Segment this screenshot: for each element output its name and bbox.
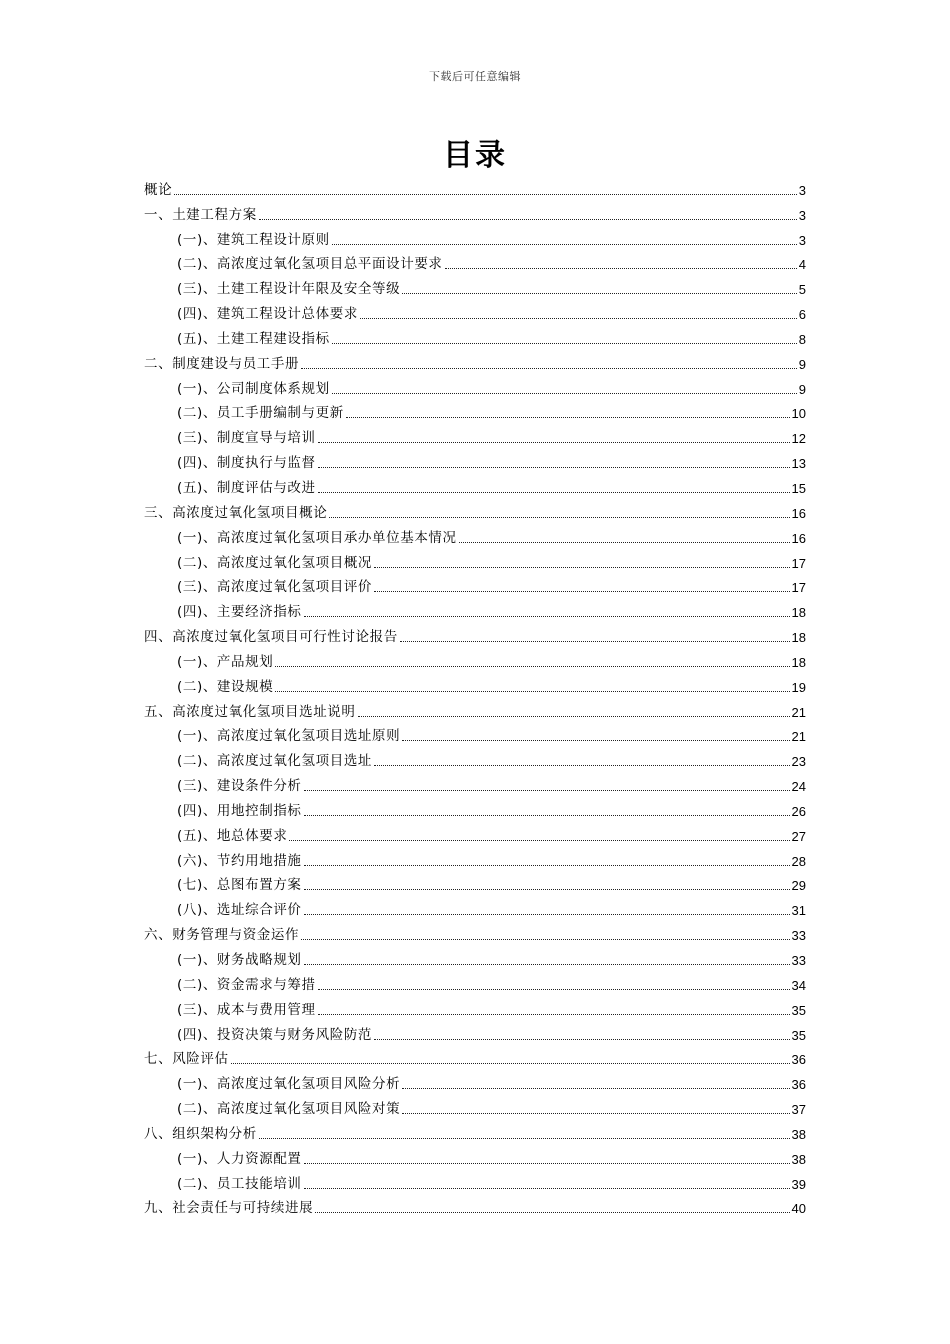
toc-entry-title: 九、社会责任与可持续进展 [144, 1200, 314, 1217]
toc-entry[interactable] [144, 821, 806, 846]
toc-entry[interactable] [144, 548, 806, 573]
toc-entry-page-number: 24 [791, 779, 806, 795]
toc-entry[interactable] [144, 920, 806, 945]
toc-entry[interactable] [144, 995, 806, 1020]
toc-entry[interactable] [144, 1194, 806, 1219]
toc-dot-leader [402, 739, 789, 741]
toc-entry-title: (五)、土建工程建设指标 [177, 330, 330, 347]
toc-entry-title: (四)、主要经济指标 [177, 604, 302, 621]
toc-entry-page-number: 37 [791, 1102, 806, 1118]
toc-entry-title: (二)、资金需求与筹措 [177, 976, 316, 993]
toc-entry-page-number: 18 [791, 605, 806, 621]
toc-dot-leader [275, 665, 789, 667]
toc-entry[interactable] [144, 895, 806, 920]
toc-entry-title: (六)、节约用地措施 [177, 852, 302, 869]
toc-entry-page-number: 4 [798, 257, 806, 273]
toc-entry[interactable] [144, 871, 806, 896]
toc-dot-leader [231, 1062, 790, 1064]
toc-entry-title: (二)、员工手册编制与更新 [177, 405, 344, 422]
toc-entry-page-number: 40 [791, 1201, 806, 1217]
toc-entry[interactable] [144, 722, 806, 747]
toc-entry[interactable] [144, 200, 806, 225]
toc-entry-page-number: 26 [791, 803, 806, 819]
toc-dot-leader [402, 292, 797, 294]
toc-entry[interactable] [144, 423, 806, 448]
toc-entry-title: 一、土建工程方案 [144, 206, 257, 223]
toc-dot-leader [259, 1137, 790, 1139]
toc-entry-title: (八)、选址综合评价 [177, 902, 302, 919]
toc-entry-title: (一)、财务战略规划 [177, 952, 302, 968]
toc-entry[interactable] [144, 846, 806, 871]
toc-entry[interactable] [144, 324, 806, 349]
header-note: 下载后可任意编辑 [429, 70, 521, 83]
toc-entry[interactable] [144, 473, 806, 498]
toc-entry-page-number: 27 [791, 828, 806, 844]
toc-entry[interactable] [144, 945, 806, 970]
toc-entry[interactable] [144, 175, 806, 200]
toc-entry-page-number: 29 [791, 878, 806, 894]
toc-dot-leader [301, 938, 789, 940]
toc-entry-page-number: 21 [791, 704, 806, 720]
toc-entry-page-number: 33 [791, 928, 806, 944]
toc-entry[interactable] [144, 274, 806, 299]
toc-dot-leader [402, 1087, 789, 1089]
toc-dot-leader [374, 764, 789, 766]
toc-entry[interactable] [144, 448, 806, 473]
toc-dot-leader [315, 1211, 789, 1213]
toc-entry-title: (二)、员工技能培训 [177, 1175, 302, 1192]
toc-entry-title: (四)、投资决策与财务风险防范 [177, 1026, 373, 1043]
toc-entry[interactable] [144, 523, 806, 548]
toc-entry-page-number: 16 [791, 530, 806, 546]
toc-entry-page-number: 10 [791, 406, 806, 422]
toc-dot-leader [304, 789, 790, 791]
toc-dot-leader [318, 441, 790, 443]
toc-entry-title: (四)、制度执行与监督 [177, 455, 316, 472]
toc-entry-title: (三)、土建工程设计年限及安全等级 [177, 281, 401, 298]
toc-dot-leader [174, 193, 797, 195]
toc-entry-page-number: 38 [791, 1126, 806, 1142]
toc-dot-leader [304, 913, 790, 915]
toc-entry-title: (三)、建设条件分析 [177, 778, 302, 795]
toc-entry-page-number: 35 [791, 1002, 806, 1018]
toc-entry-page-number: 23 [791, 754, 806, 770]
toc-entry[interactable] [144, 597, 806, 622]
toc-entry-page-number: 16 [791, 505, 806, 521]
toc-dot-leader [304, 888, 790, 890]
toc-entry-title: 五、高浓度过氧化氢项目选址说明 [144, 703, 356, 720]
page-title: 目录 [443, 138, 507, 173]
toc-entry-page-number: 3 [798, 182, 806, 198]
toc-entry-title: (三)、成本与费用管理 [177, 1001, 316, 1018]
toc-entry-title: (一)、公司制度体系规划 [177, 380, 330, 397]
toc-dot-leader [374, 590, 789, 592]
toc-entry[interactable] [144, 573, 806, 598]
toc-entry[interactable] [144, 796, 806, 821]
toc-entry[interactable] [144, 697, 806, 722]
toc-entry[interactable] [144, 225, 806, 250]
toc-entry-page-number: 3 [798, 232, 806, 248]
toc-entry-title: 三、高浓度过氧化氢项目概论 [144, 504, 328, 521]
toc-entry[interactable] [144, 622, 806, 647]
toc-dot-leader [304, 1162, 790, 1164]
toc-entry-title: (三)、高浓度过氧化氢项目评价 [177, 579, 373, 596]
toc-dot-leader [445, 267, 797, 269]
toc-entry-page-number: 17 [791, 555, 806, 571]
toc-dot-leader [318, 1013, 790, 1015]
toc-dot-leader [304, 864, 790, 866]
toc-entry[interactable] [144, 374, 806, 399]
toc-dot-leader [318, 491, 790, 493]
toc-dot-leader [318, 988, 790, 990]
toc-entry-page-number: 9 [798, 381, 806, 397]
toc-entry-page-number: 33 [791, 953, 806, 968]
toc-dot-leader [304, 1187, 790, 1189]
toc-entry-page-number: 8 [798, 331, 806, 347]
toc-dot-leader [329, 516, 789, 518]
toc-dot-leader [402, 1112, 789, 1114]
toc-entry-page-number: 34 [791, 977, 806, 993]
toc-entry-page-number: 18 [791, 630, 806, 646]
toc-entry[interactable] [144, 349, 806, 374]
toc-entry-page-number: 13 [791, 456, 806, 472]
toc-entry-title: (五)、制度评估与改进 [177, 479, 316, 496]
toc-dot-leader [304, 963, 790, 965]
toc-entry[interactable] [144, 970, 806, 995]
toc-entry-title: 六、财务管理与资金运作 [144, 927, 300, 944]
toc-entry-title: 八、组织架构分析 [144, 1125, 257, 1142]
toc-entry[interactable] [144, 771, 806, 796]
toc-dot-leader [459, 541, 790, 543]
toc-dot-leader [318, 466, 790, 468]
toc-dot-leader [332, 342, 797, 344]
toc-entry-title: 概论 [144, 181, 173, 198]
toc-entry-title: (一)、高浓度过氧化氢项目承办单位基本情况 [177, 529, 457, 546]
toc-entry-page-number: 19 [791, 679, 806, 695]
toc-entry-title: 二、制度建设与员工手册 [144, 355, 300, 372]
toc-entry[interactable] [144, 299, 806, 324]
toc-dot-leader [289, 839, 789, 841]
toc-dot-leader [332, 392, 797, 394]
toc-entry-title: (一)、建筑工程设计原则 [177, 231, 330, 248]
toc-entry-page-number: 17 [791, 580, 806, 596]
toc-entry-page-number: 21 [791, 729, 806, 745]
toc-entry[interactable] [144, 746, 806, 771]
toc-dot-leader [304, 814, 790, 816]
toc-entry-title: (七)、总图布置方案 [177, 877, 302, 894]
toc-entry-title: 七、风险评估 [144, 1051, 229, 1068]
toc-entry-title: (一)、高浓度过氧化氢项目选址原则 [177, 728, 401, 745]
toc-entry[interactable] [144, 1045, 806, 1070]
toc-entry-title: (二)、建设规模 [177, 678, 274, 695]
toc-entry-page-number: 31 [791, 903, 806, 919]
toc-entry[interactable] [144, 1020, 806, 1045]
toc-entry-page-number: 39 [791, 1176, 806, 1192]
toc-entry-title: (二)、高浓度过氧化氢项目总平面设计要求 [177, 256, 443, 273]
toc-entry-page-number: 38 [791, 1151, 806, 1167]
toc-entry-title: (二)、高浓度过氧化氢项目风险对策 [177, 1101, 401, 1118]
table-of-contents [144, 175, 806, 1218]
toc-dot-leader [332, 243, 797, 245]
toc-dot-leader [301, 367, 797, 369]
toc-dot-leader [374, 566, 789, 568]
toc-entry[interactable] [144, 1069, 806, 1094]
toc-entry-title: (三)、制度宣导与培训 [177, 430, 316, 447]
toc-entry-page-number: 15 [791, 480, 806, 496]
toc-dot-leader [358, 715, 790, 717]
toc-entry-page-number: 36 [791, 1077, 806, 1093]
toc-entry-page-number: 35 [791, 1027, 806, 1043]
toc-entry[interactable] [144, 498, 806, 523]
toc-entry-title: (四)、用地控制指标 [177, 802, 302, 819]
toc-dot-leader [374, 1038, 789, 1040]
toc-entry-page-number: 3 [798, 207, 806, 223]
toc-entry-page-number: 36 [791, 1052, 806, 1068]
toc-entry-page-number: 12 [791, 431, 806, 447]
toc-entry[interactable] [144, 250, 806, 275]
toc-entry-page-number: 28 [791, 853, 806, 869]
toc-entry-page-number: 5 [798, 282, 806, 298]
toc-entry[interactable] [144, 1144, 806, 1169]
toc-dot-leader [360, 317, 797, 319]
toc-entry[interactable] [144, 672, 806, 697]
toc-entry-page-number: 18 [791, 654, 806, 670]
toc-entry-title: (一)、产品规划 [177, 653, 274, 670]
toc-entry-title: (二)、高浓度过氧化氢项目选址 [177, 753, 373, 770]
toc-dot-leader [346, 416, 790, 418]
toc-entry-page-number: 6 [798, 307, 806, 323]
toc-dot-leader [304, 615, 790, 617]
toc-entry[interactable] [144, 1169, 806, 1194]
toc-dot-leader [259, 218, 797, 220]
toc-entry[interactable] [144, 1119, 806, 1144]
toc-entry-title: (五)、地总体要求 [177, 827, 288, 844]
toc-entry[interactable] [144, 1094, 806, 1119]
toc-entry-title: (一)、高浓度过氧化氢项目风险分析 [177, 1076, 401, 1093]
toc-dot-leader [275, 690, 789, 692]
toc-entry[interactable] [144, 647, 806, 672]
toc-dot-leader [400, 640, 790, 642]
toc-entry-title: 四、高浓度过氧化氢项目可行性讨论报告 [144, 629, 398, 646]
toc-entry-title: (二)、高浓度过氧化氢项目概况 [177, 554, 373, 571]
toc-entry-title: (一)、人力资源配置 [177, 1150, 302, 1167]
toc-entry-title: (四)、建筑工程设计总体要求 [177, 306, 358, 323]
toc-entry-page-number: 9 [798, 356, 806, 372]
toc-entry[interactable] [144, 399, 806, 424]
